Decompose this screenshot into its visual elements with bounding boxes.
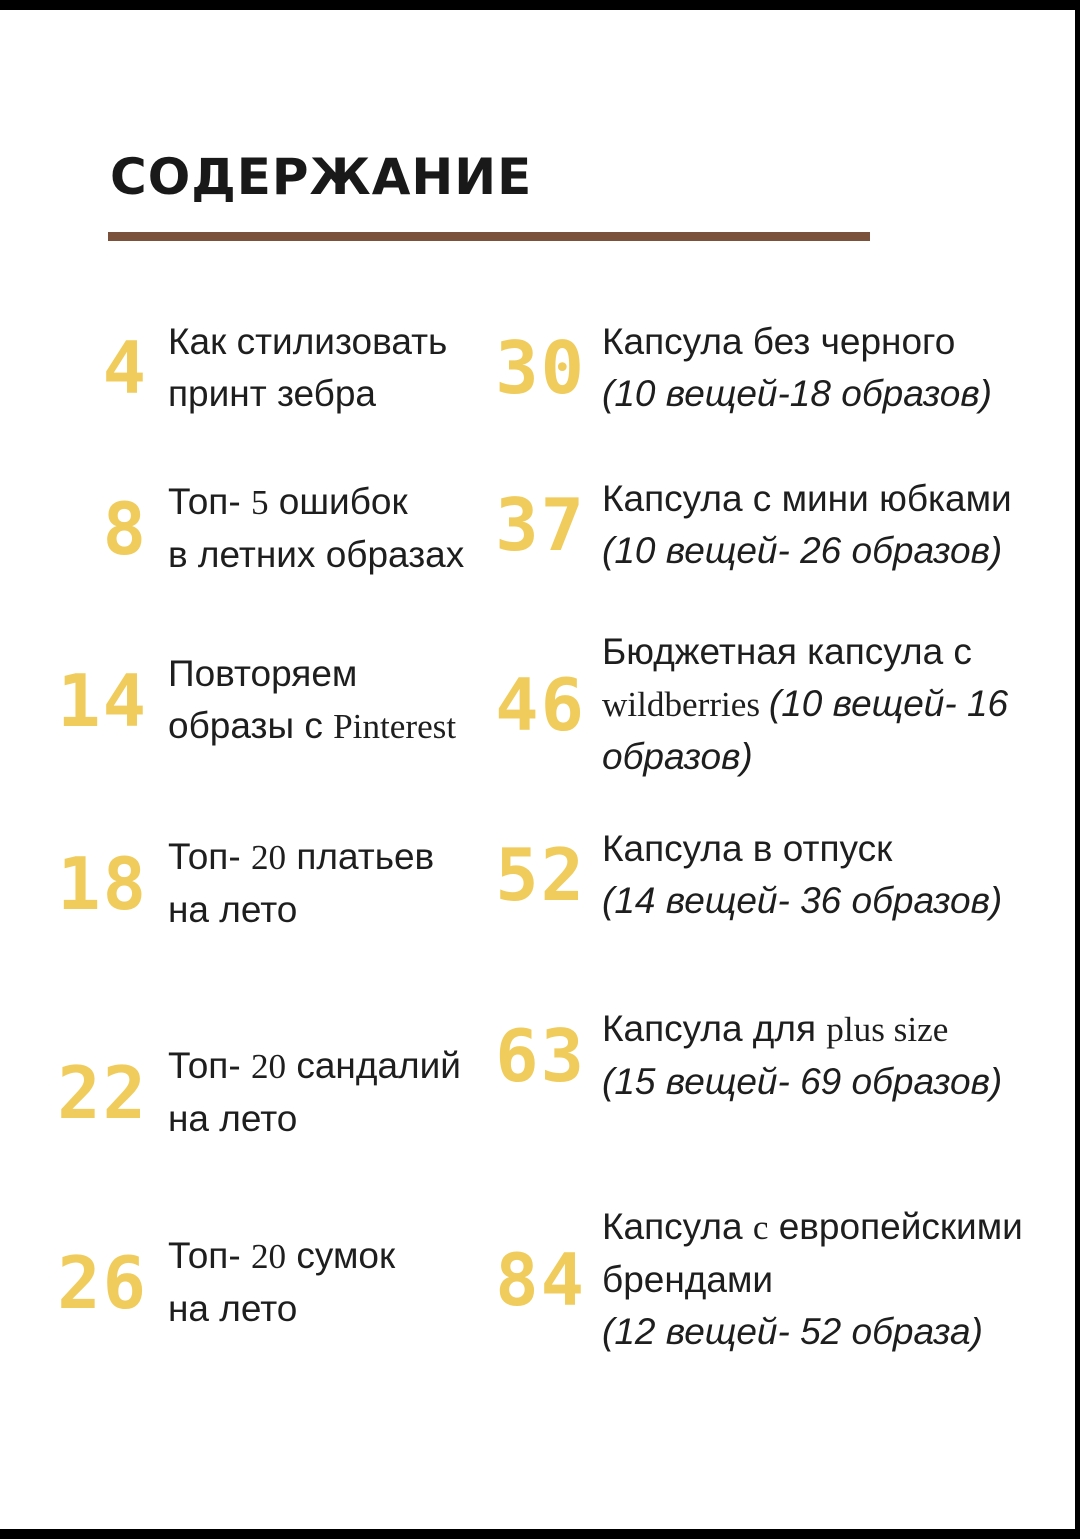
- entry-subtitle: (15 вещей- 69 образов): [602, 1061, 1003, 1102]
- title-text: на лето: [168, 1288, 298, 1329]
- entry-title: [148, 1230, 395, 1335]
- toc-entry-pinterest-looks: [40, 648, 456, 753]
- title-text: Капсула в отпуск: [602, 828, 893, 869]
- toc-entry-vacation-capsule: [478, 823, 1002, 927]
- entry-line: [168, 700, 456, 753]
- entry-title: [586, 1201, 1023, 1358]
- entry-line: [602, 1201, 1023, 1254]
- entry-line: [168, 1230, 395, 1283]
- toc-entry-summer-sandals: [40, 1040, 461, 1145]
- title-text: европейскими: [768, 1206, 1023, 1247]
- page-number: 46: [495, 662, 586, 747]
- page-number: 4: [102, 326, 148, 410]
- title-text: брендами: [602, 1259, 774, 1300]
- title-latin-text: Pinterest: [333, 707, 457, 746]
- page-title: СОДЕРЖАНИЕ: [110, 148, 533, 206]
- page-number: 22: [57, 1050, 148, 1135]
- entry-line: [168, 368, 447, 420]
- page-number: 18: [57, 841, 148, 926]
- entry-line: [168, 831, 434, 884]
- entry-line: [602, 1306, 1023, 1358]
- entry-line: [168, 1283, 395, 1335]
- entry-title: [148, 476, 464, 581]
- entry-subtitle: (10 вещей- 16: [768, 683, 1009, 724]
- page-border-top: [0, 0, 1080, 10]
- toc-entry-european-brands-capsule: [478, 1201, 1023, 1358]
- entry-subtitle: (12 вещей- 52 образа): [602, 1311, 983, 1352]
- toc-entry-summer-bags: [40, 1230, 395, 1335]
- page-number: 84: [495, 1237, 586, 1322]
- title-text: Бюджетная капсула с: [602, 631, 972, 672]
- title-number: 20: [250, 1047, 287, 1086]
- entry-line: [602, 823, 1002, 875]
- title-latin-text: с: [752, 1208, 769, 1247]
- title-text: сандалий: [286, 1045, 461, 1086]
- entry-line: [602, 368, 992, 420]
- title-text: Капсула: [602, 1206, 753, 1247]
- entry-line: [602, 875, 1002, 927]
- entry-line: [602, 1056, 1002, 1108]
- entry-line: [168, 1093, 461, 1145]
- entry-subtitle: (10 вещей-18 образов): [602, 373, 992, 414]
- title-text: Повторяем: [168, 653, 358, 694]
- entry-title: [586, 316, 992, 420]
- page-number: 8: [102, 486, 148, 571]
- entry-line: [602, 316, 992, 368]
- page-number: 63: [495, 1013, 586, 1098]
- title-text: на лето: [168, 889, 298, 930]
- entry-line: [602, 626, 1008, 678]
- title-text: образы с: [168, 705, 334, 746]
- entry-title: [148, 648, 456, 753]
- entry-line: [602, 1003, 1002, 1056]
- title-text: платьев: [286, 836, 435, 877]
- title-number: 20: [250, 1237, 287, 1276]
- title-text: Как стилизовать: [168, 321, 448, 362]
- title-number: 5: [250, 483, 269, 522]
- toc-entry-zebra-print: [40, 316, 447, 420]
- entry-line: [168, 1040, 461, 1093]
- title-text: Топ-: [168, 836, 251, 877]
- entry-title: [148, 316, 447, 420]
- entry-subtitle: (14 вещей- 36 образов): [602, 880, 1003, 921]
- toc-entry-budget-capsule-wildberries: [478, 626, 1008, 783]
- entry-title: [148, 831, 434, 936]
- entry-line: [168, 529, 464, 581]
- entry-line: [602, 731, 1008, 783]
- page-number: 14: [57, 658, 148, 743]
- title-text: Капсула для: [602, 1008, 827, 1049]
- entry-title: [148, 1040, 461, 1145]
- title-text: принт зебра: [168, 373, 376, 414]
- title-text: Топ-: [168, 481, 251, 522]
- page-number: 26: [57, 1240, 148, 1325]
- toc-entry-capsule-mini-skirts: [478, 473, 1012, 577]
- entry-line: [602, 473, 1012, 525]
- page-border-bottom: [0, 1529, 1080, 1539]
- title-text: Капсула без черного: [602, 321, 956, 362]
- page-number: 30: [495, 326, 586, 410]
- toc-entry-plus-size-capsule: [478, 1003, 1002, 1108]
- title-text: Топ-: [168, 1235, 251, 1276]
- title-latin-text: plus size: [826, 1010, 949, 1049]
- entry-line: [168, 476, 464, 529]
- title-text: на лето: [168, 1098, 298, 1139]
- entry-line: [168, 316, 447, 368]
- entry-line: [602, 678, 1008, 731]
- toc-entry-summer-mistakes: [40, 476, 464, 581]
- title-text: Топ-: [168, 1045, 251, 1086]
- title-latin-text: wildberries: [602, 685, 769, 724]
- entry-line: [602, 525, 1012, 577]
- page-border-right: [1075, 0, 1080, 1539]
- title-underline-rule: [108, 232, 870, 241]
- toc-entry-summer-dresses: [40, 831, 434, 936]
- entry-line: [168, 884, 434, 936]
- page-number: 52: [495, 833, 586, 917]
- entry-subtitle: (10 вещей- 26 образов): [602, 530, 1003, 571]
- entry-line: [168, 648, 456, 700]
- entry-title: [586, 626, 1008, 783]
- entry-title: [586, 473, 1012, 577]
- title-text: сумок: [286, 1235, 396, 1276]
- entry-title: [586, 1003, 1002, 1108]
- page-number: 37: [495, 483, 586, 567]
- entry-line: [602, 1254, 1023, 1306]
- title-text: ошибок: [268, 481, 408, 522]
- toc-entry-capsule-no-black: [478, 316, 992, 420]
- entry-title: [586, 823, 1002, 927]
- title-text: Капсула с мини юбками: [602, 478, 1012, 519]
- title-text: в летних образах: [168, 534, 465, 575]
- title-number: 20: [250, 838, 287, 877]
- entry-subtitle: образов): [602, 736, 753, 777]
